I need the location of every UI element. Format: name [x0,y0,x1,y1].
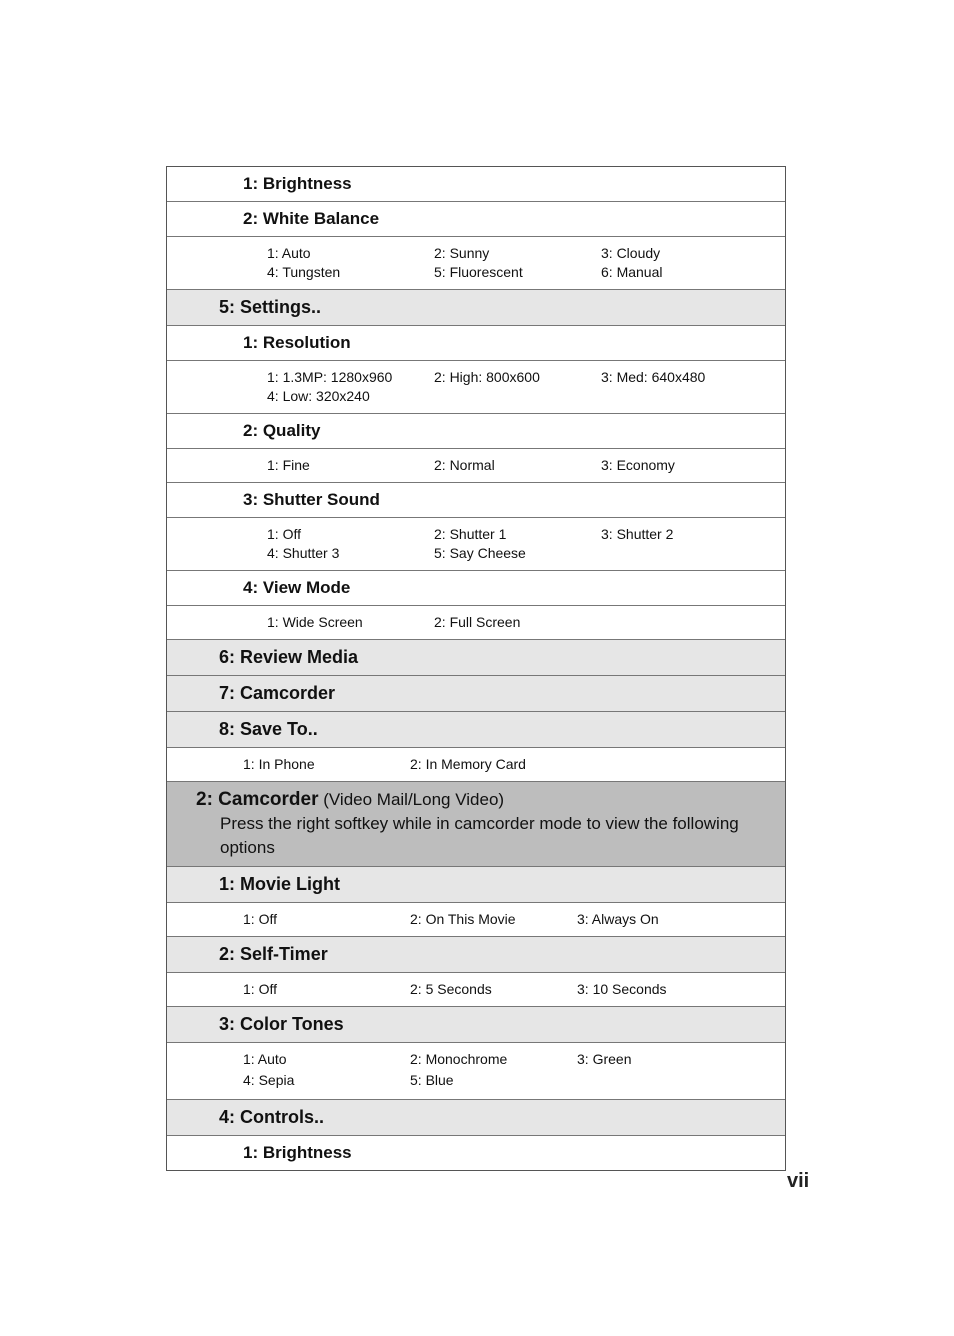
option-list [167,361,785,414]
menu-item-label: 3: Color Tones [219,1014,344,1034]
option-grid [167,237,785,289]
menu-item [167,1100,785,1136]
option-line [267,263,785,282]
option-grid [167,449,785,482]
option-text: 4: Sepia [243,1072,295,1088]
option-line [243,1071,785,1092]
option-text: 3: Always On [577,911,659,927]
option-line [267,525,785,544]
menu-item [167,937,785,973]
page-number: vii [787,1170,810,1192]
submenu-item [167,414,785,449]
submenu-item-label: 1: Brightness [243,174,352,193]
menu-item-label: 4: Controls.. [219,1107,325,1127]
option-text: 3: Green [577,1051,632,1067]
menu-table [166,166,786,1171]
section-header-content [167,782,785,866]
option-text: 5: Say Cheese [434,545,526,561]
submenu-item [167,202,785,237]
option-text: 4: Low: 320x240 [267,388,370,404]
menu-item-label: 6: Review Media [219,647,359,667]
option-list [167,748,785,782]
option-text: 3: Shutter 2 [601,526,674,542]
menu-item [167,1007,785,1043]
menu-item-label: 2: Self-Timer [219,944,328,964]
option-line [267,613,785,632]
option-grid [167,973,785,1006]
submenu-item [167,571,785,606]
option-text: 6: Manual [601,264,663,280]
submenu-item-label: 2: Quality [243,421,321,440]
option-text: 3: Economy [601,457,675,473]
menu-item [167,867,785,903]
option-text: 5: Blue [410,1072,454,1088]
section-description: Press the right softkey while in camcorder mode to view the following options [220,814,739,857]
option-text: 1: Auto [243,1051,287,1067]
option-text: 2: Full Screen [434,614,521,630]
option-list [167,237,785,290]
option-grid [167,748,785,781]
option-text: 1: 1.3MP: 1280x960 [267,369,393,385]
option-text: 3: Cloudy [601,245,661,261]
submenu-item-label: 2: White Balance [243,209,380,228]
option-text: 1: Off [267,526,301,542]
section-header [167,782,785,867]
option-grid [167,361,785,413]
option-text: 2: Monochrome [410,1051,508,1067]
option-text: 1: In Phone [243,756,315,772]
section-title: 2: Camcorder [196,789,319,810]
option-list [167,449,785,483]
option-text: 2: Normal [434,457,495,473]
submenu-item-label: 4: View Mode [243,578,351,597]
option-list [167,973,785,1007]
option-list [167,518,785,571]
submenu-item [167,326,785,361]
option-text: 4: Shutter 3 [267,545,340,561]
option-grid [167,606,785,639]
submenu-item [167,483,785,518]
option-list [167,606,785,640]
option-text: 1: Wide Screen [267,614,363,630]
option-text: 2: Sunny [434,245,490,261]
menu-item [167,712,785,748]
option-line [267,456,785,475]
submenu-item-label: 3: Shutter Sound [243,490,380,509]
menu-item-label: 7: Camcorder [219,683,336,703]
option-list [167,1043,785,1100]
menu-item-label: 5: Settings.. [219,297,322,317]
option-text: 1: Off [243,911,277,927]
submenu-item-label: 1: Brightness [243,1143,352,1162]
menu-item [167,290,785,326]
option-line [243,755,785,774]
option-text: 2: 5 Seconds [410,981,492,997]
option-grid [167,518,785,570]
option-line [243,1050,785,1071]
menu-item [167,676,785,712]
option-text: 1: Off [243,981,277,997]
option-line [267,544,785,563]
section-note: (Video Mail/Long Video) [323,790,505,809]
menu-item [167,640,785,676]
option-text: 2: In Memory Card [410,756,526,772]
menu-item-label: 8: Save To.. [219,719,318,739]
option-text: 1: Auto [267,245,311,261]
option-text: 3: Med: 640x480 [601,369,706,385]
option-text: 2: High: 800x600 [434,369,540,385]
option-text: 3: 10 Seconds [577,981,667,997]
option-line [267,387,785,406]
option-line [243,910,785,929]
menu-item-label: 1: Movie Light [219,874,340,894]
option-text: 2: On This Movie [410,911,516,927]
option-line [267,244,785,263]
option-line [243,980,785,999]
option-line [267,368,785,387]
option-text: 1: Fine [267,457,310,473]
option-list [167,903,785,937]
submenu-item [167,167,785,202]
option-text: 4: Tungsten [267,264,341,280]
submenu-item-label: 1: Resolution [243,333,351,352]
option-text: 5: Fluorescent [434,264,523,280]
option-grid [167,1043,785,1099]
option-grid [167,903,785,936]
option-text: 2: Shutter 1 [434,526,507,542]
submenu-item [167,1136,785,1170]
